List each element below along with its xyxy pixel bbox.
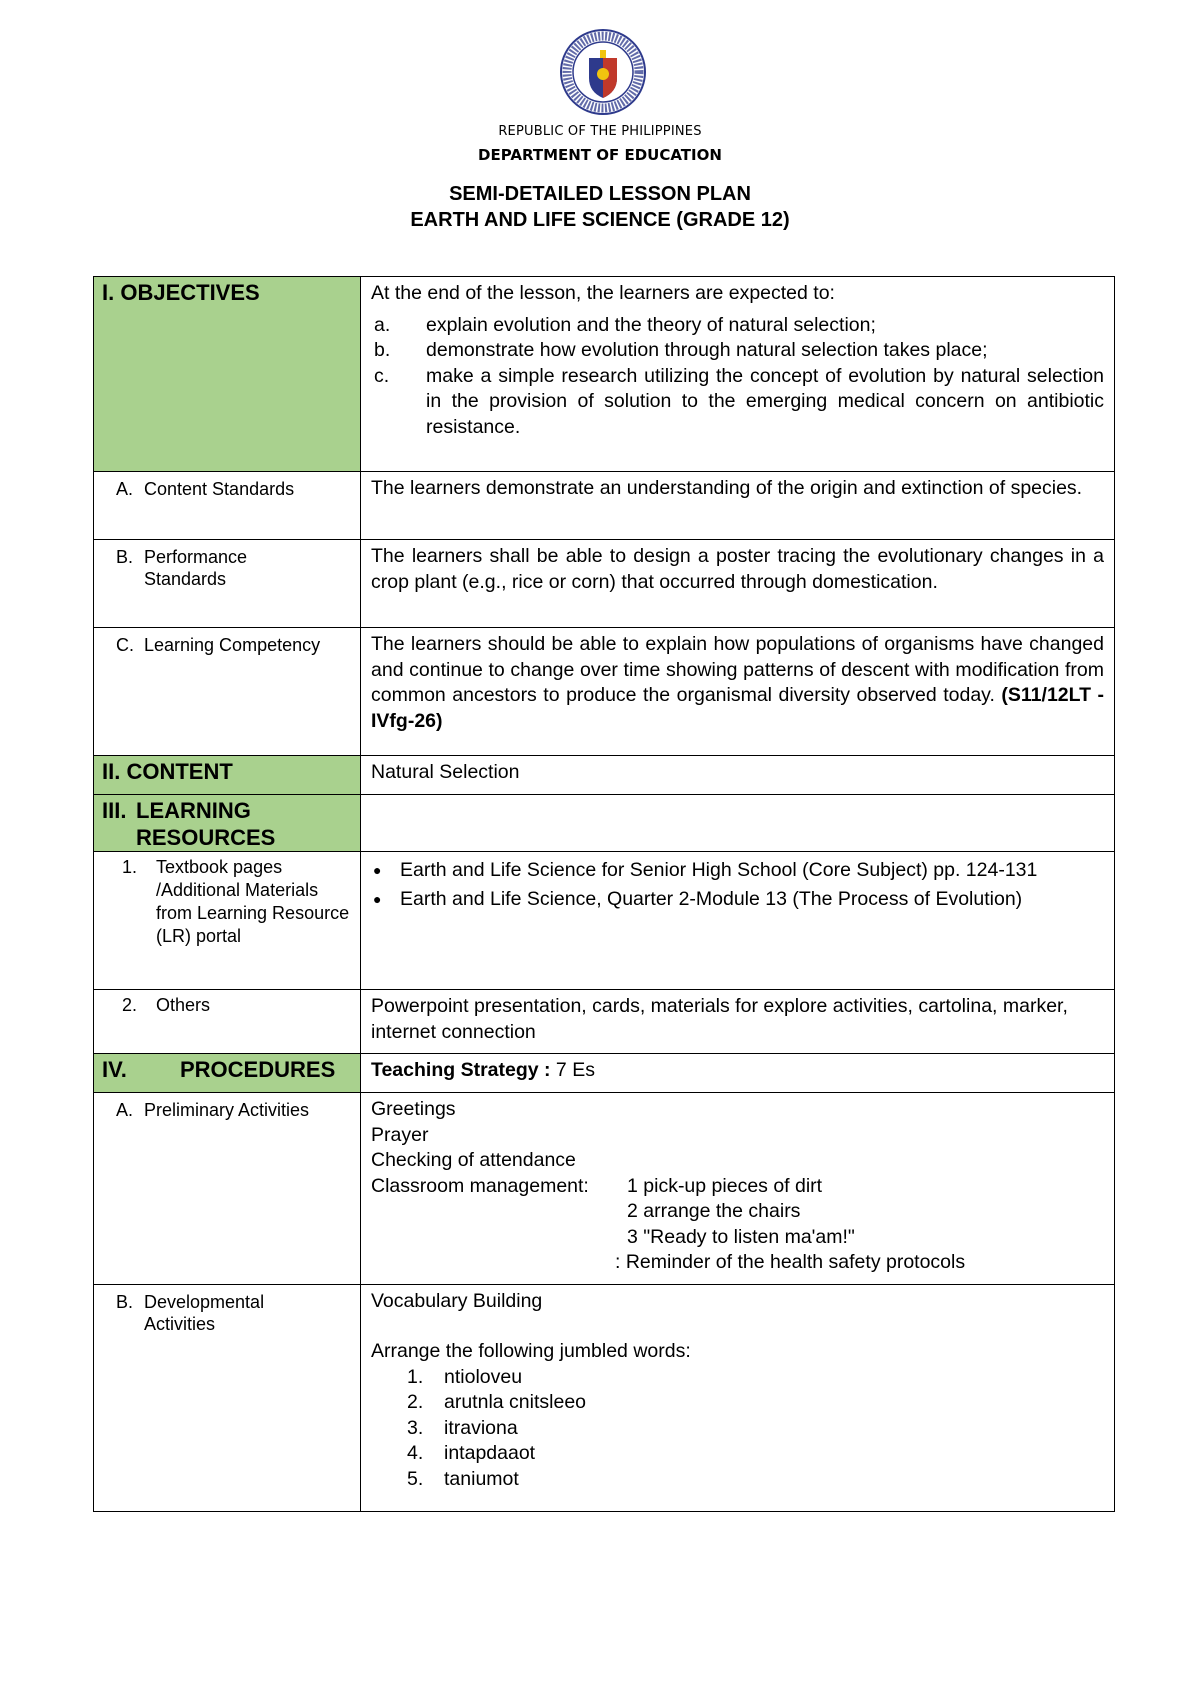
objectives-list: [371, 313, 1104, 441]
performance-standards-row: [94, 540, 1115, 628]
content-standards-text: The learners demonstrate an understanding of the origin and extinction of species.: [361, 472, 1115, 540]
document-title: SEMI-DETAILED LESSON PLAN: [449, 183, 751, 205]
republic-label: REPUBLIC OF THE PHILIPPINES: [498, 124, 702, 139]
objectives-row: [94, 277, 1115, 472]
content-text: Natural Selection: [361, 756, 1115, 795]
textbook-label: 1. Textbook pages /Additional Materials from Learning Resource (LR) portal: [122, 857, 350, 946]
list-item: ● Earth and Life Science for Senior High School (Core Subject) pp. 124-131: [373, 859, 1038, 881]
department-label: DEPARTMENT OF EDUCATION: [478, 146, 722, 164]
procedures-row: [94, 1054, 1115, 1093]
content-row: [94, 756, 1115, 795]
document-subtitle: EARTH AND LIFE SCIENCE (GRADE 12): [410, 209, 790, 231]
textbook-row: [94, 852, 1115, 990]
learning-competency-text: The learners should be able to explain how populations of organisms have changed and continue to change over time showing patterns of descent with modification from common ancestors to produce the organismal diversity observed today. (S11/12LT -IVfg-26): [361, 628, 1115, 756]
performance-standards-label: B. Performance Standards: [116, 547, 248, 589]
list-item: 4. intapdaaot: [407, 1442, 536, 1464]
vocabulary-title: Vocabulary Building: [371, 1289, 543, 1312]
developmental-label: B. Developmental Activities: [116, 1291, 265, 1334]
teaching-strategy: Teaching Strategy : 7 Es: [361, 1054, 1115, 1093]
list-item: a. explain evolution and the theory of natural selection;: [374, 313, 876, 336]
preliminary-row: [94, 1093, 1115, 1285]
content-standards-row: [94, 472, 1115, 540]
textbook-list: [371, 856, 1104, 914]
preliminary-content: Greetings Prayer Checking of attendance Classroom management: 1 pick-up pieces of dirt 2 arrange the chairs 3 "Ready to listen ma'am!" : Reminder of the health safety protocols: [361, 1093, 1115, 1285]
lesson-plan-table: [93, 276, 1115, 1512]
deped-seal: [559, 28, 647, 116]
content-standards-label: A. Content Standards: [116, 479, 295, 499]
jumble-instruction: Arrange the following jumbled words:: [371, 1340, 691, 1362]
list-item: b. demonstrate how evolution through natural selection takes place;: [374, 339, 988, 361]
others-text: Powerpoint presentation, cards, materials for explore activities, cartolina, marker, internet connection: [361, 990, 1115, 1054]
developmental-row: [94, 1284, 1115, 1511]
jumbled-words-list: [371, 1365, 1104, 1493]
learning-resources-row: [94, 795, 1115, 852]
learning-resources-heading: III. LEARNING RESOURCES: [102, 798, 276, 850]
list-item: 1. ntioloveu: [407, 1365, 523, 1388]
learning-competency-label: C. Learning Competency: [116, 635, 321, 655]
objectives-heading: I. OBJECTIVES: [102, 280, 260, 305]
others-label: 2. Others: [122, 995, 211, 1015]
developmental-content: [361, 1284, 1115, 1511]
list-item: 2. arutnla cnitsleeo: [407, 1391, 587, 1413]
preliminary-label: A. Preliminary Activities: [116, 1100, 310, 1120]
competency-code: (S11/12LT -IVfg-26): [371, 684, 1104, 732]
performance-standards-text: The learners shall be able to design a poster tracing the evolutionary changes in a crop plant (e.g., rice or corn) that occurred through domestication.: [361, 540, 1115, 628]
learning-competency-row: [94, 628, 1115, 756]
list-item: c. make a simple research utilizing the concept of evolution by natural selection in the provision of solution to the emerging medical concern on antibiotic resistance.: [374, 364, 1104, 438]
list-item: 5. taniumot: [407, 1467, 519, 1490]
list-item: ● Earth and Life Science, Quarter 2-Module 13 (The Process of Evolution): [373, 888, 1023, 910]
list-item: 3. itraviona: [407, 1416, 518, 1439]
objectives-intro: At the end of the lesson, the learners are expected to:: [371, 282, 835, 304]
others-row: [94, 990, 1115, 1054]
procedures-heading: IV. PROCEDURES: [102, 1057, 336, 1082]
content-heading: II. CONTENT: [102, 759, 233, 784]
